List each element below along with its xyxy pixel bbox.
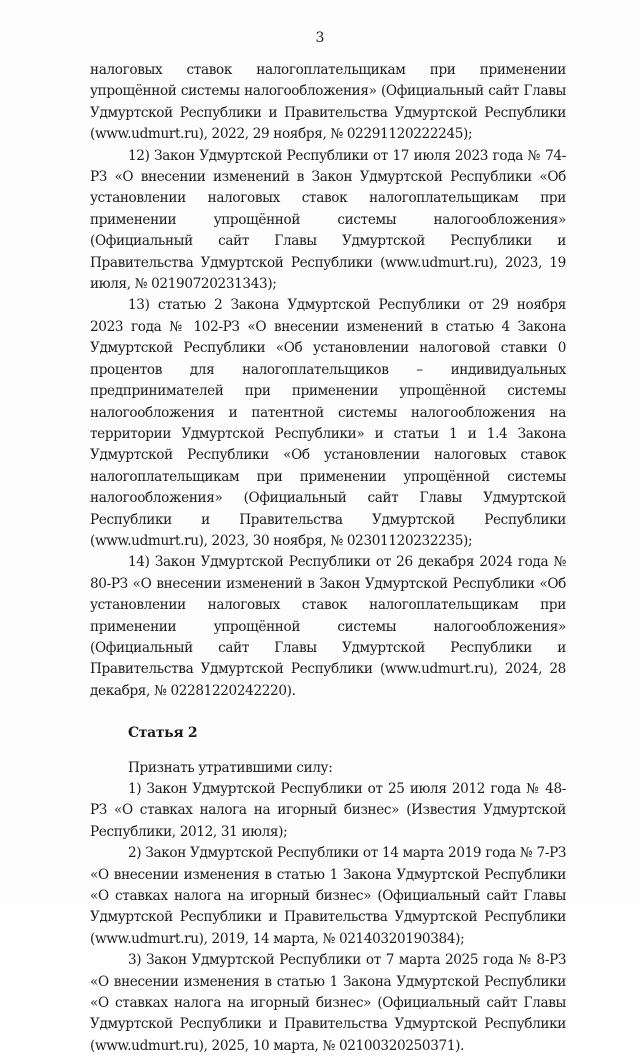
article-2-intro: Признать утратившими силу: xyxy=(128,759,333,776)
list-item-14: 14) Закон Удмуртской Республики от 26 декабря 2024 года № 80-РЗ «О внесении изменений в Закон Удмуртской Республики «Об установлении налоговых ставок налогоплательщикам при применении упрощённой системы налогообложения» (Официальный сайт Главы Удмуртской Республики и Правительства Удмуртской Республики (www.udmurt.ru), 2024, 28 декабря, № 02281220242220). xyxy=(90,554,566,699)
article-2-heading: Статья 2 xyxy=(128,725,198,742)
repealed-item-1: 1) Закон Удмуртской Республики от 25 июля 2012 года № 48-РЗ «О ставках налога на игорный бизнес» (Известия Удмуртской Республики, 2012, 31 июля); xyxy=(90,781,566,840)
list-item-12: 12) Закон Удмуртской Республики от 17 июля 2023 года № 74-РЗ «О внесении изменений в Закон Удмуртской Республики «Об установлении налоговых ставок налогоплательщикам при применении упрощённой системы налогообложения» (Официальный сайт Главы Удмуртской Республики и Правительства Удмуртской Республики (www.udmurt.ru), 2023, 19 июля, № 02190720231343); xyxy=(90,147,566,293)
continuation-paragraph: налоговых ставок налогоплательщикам при применении упрощённой системы налогообложения» (Официальный сайт Главы Удмуртской Республики и Правительства Удмуртской Республики (www.udmurt.ru), 2022, 29 ноября, № 02291120222245); xyxy=(90,62,566,143)
list-item-13: 13) статью 2 Закона Удмуртской Республики от 29 ноября 2023 года № 102-РЗ «О внесении изменений в статью 4 Закона Удмуртской Республики «Об установлении налоговой ставки 0 процентов для налогоплательщиков – индивидуальных предпринимателей при применении упрощённой системы налогообложения и патентной системы налогообложения на территории Удмуртской Республики» и статьи 1 и 1.4 Закона Удмуртской Республики «Об установлении налоговых ставок налогоплательщикам при применении упрощённой системы налогообложения» (Официальный сайт Главы Удмуртской Республики и Правительства Удмуртской Республики (www.udmurt.ru), 2023, 30 ноября, № 02301120232235); xyxy=(90,297,566,549)
repealed-item-2: 2) Закон Удмуртской Республики от 14 марта 2019 года № 7-РЗ «О внесении изменения в статью 1 Закона Удмуртской Республики «О ставках налога на игорный бизнес» (Официальный сайт Главы Удмуртской Республики и Правительства Удмуртской Республики (www.udmurt.ru), 2019, 14 марта, № 02140320190384); xyxy=(90,845,566,947)
repealed-item-3: 3) Закон Удмуртской Республики от 7 марта 2025 года № 8-РЗ «О внесении изменения в статью 1 Закона Удмуртской Республики «О ставках налога на игорный бизнес» (Официальный сайт Главы Удмуртской Республики и Правительства Удмуртской Республики (www.udmurt.ru), 2025, 10 марта, № 02100320250371). xyxy=(90,952,566,1054)
document-body xyxy=(90,60,566,1057)
page-number: 3 xyxy=(315,30,325,46)
